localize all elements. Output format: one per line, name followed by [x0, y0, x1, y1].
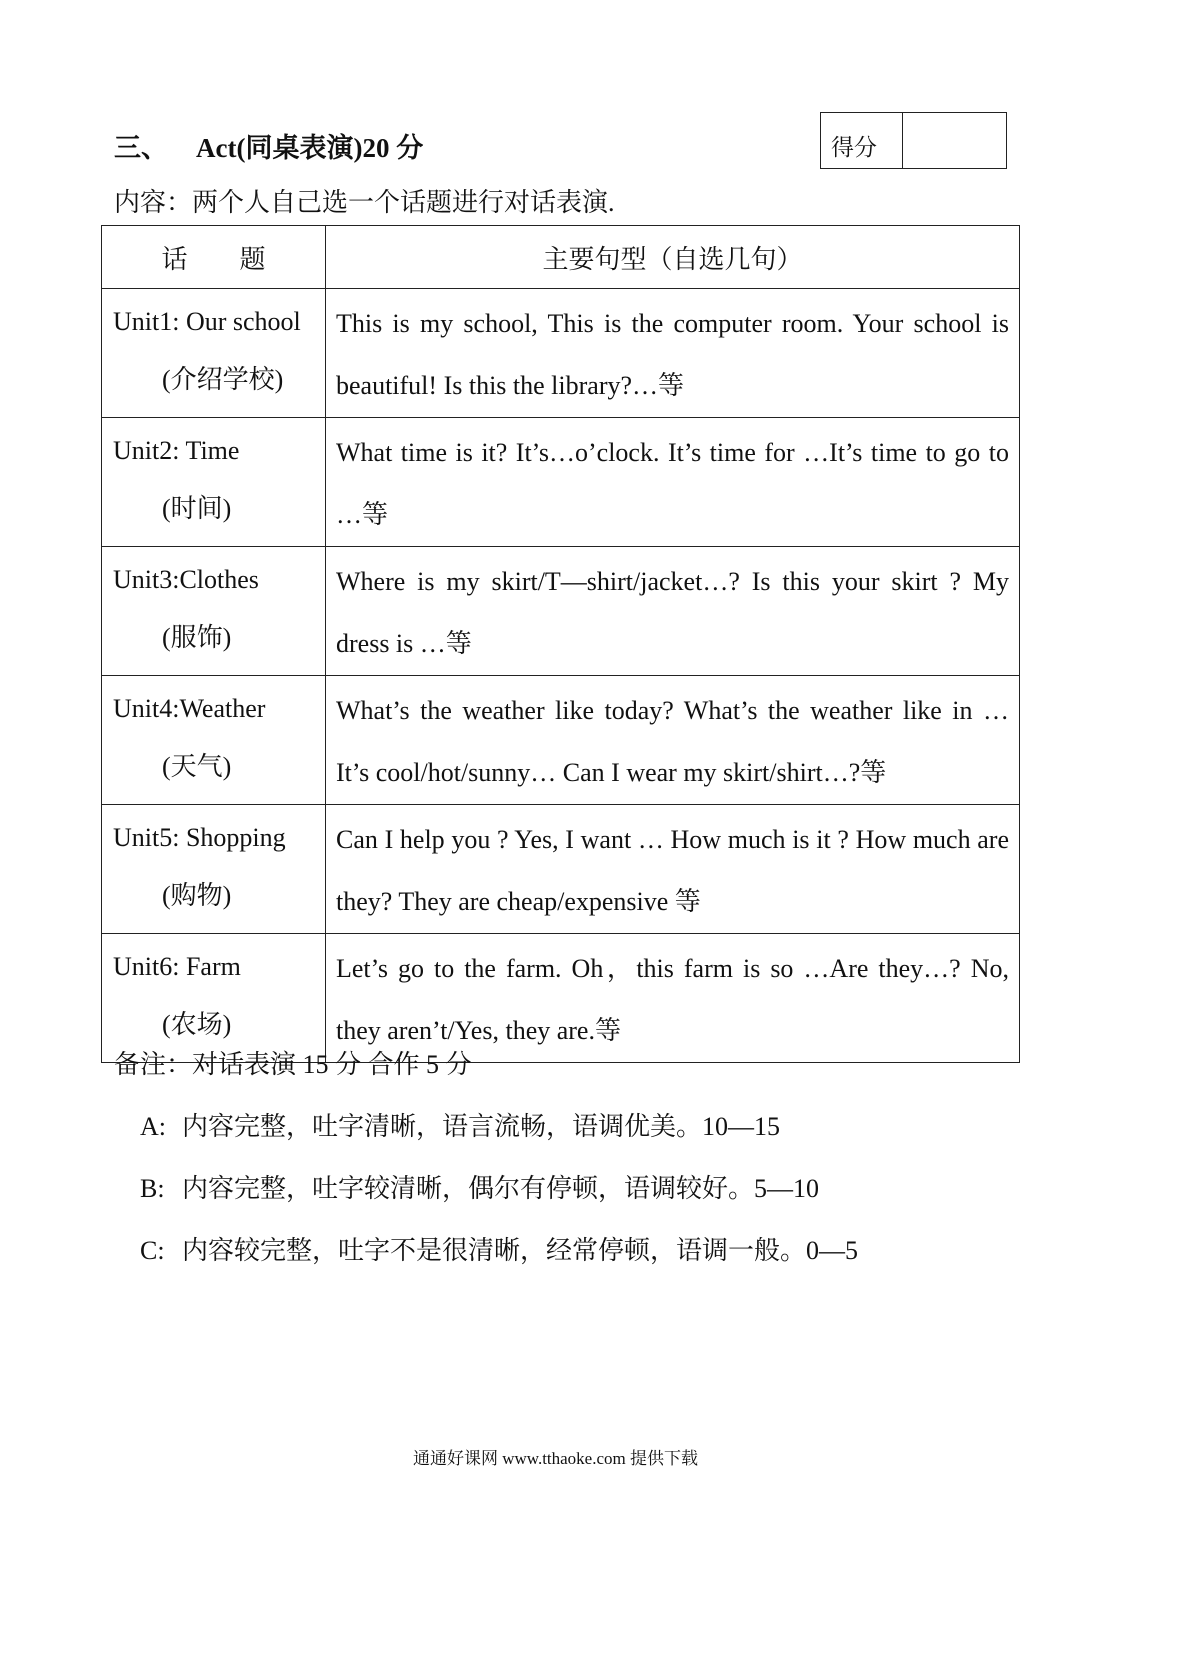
score-box [820, 112, 1007, 169]
unit-chinese-name: (时间) [162, 494, 232, 523]
grade-letter: A: [140, 1112, 166, 1141]
unit-cell [102, 676, 326, 805]
grade-letter: B: [140, 1174, 165, 1203]
section-number: 三、 [114, 133, 168, 163]
unit-chinese-name: (服饰) [162, 623, 232, 652]
unit-name: Unit3:Clothes [113, 565, 259, 594]
unit-chinese-name: (农场) [162, 1010, 232, 1039]
unit-cell [102, 547, 326, 676]
sentence-patterns: Where is my skirt/T—shirt/jacket…? Is this your skirt ? My dress is …等 [326, 547, 1020, 676]
unit-name: Unit6: Farm [113, 952, 241, 981]
unit-name: Unit5: Shopping [113, 823, 286, 852]
sentence-patterns: What time is it? It’s…o’clock. It’s time for …It’s time to go to …等 [326, 418, 1020, 547]
header-sentence-patterns: 主要句型（自选几句） [326, 226, 1020, 289]
table-row [102, 289, 1020, 418]
grade-letter: C: [140, 1236, 165, 1265]
unit-chinese-name: (天气) [162, 752, 232, 781]
footer-text: 通通好课网 www.tthaoke.com 提供下载 [412, 1449, 699, 1468]
sentence-patterns: Let’s go to the farm. Oh，this farm is so …Are they…? No, they aren’t/Yes, they are.等 [326, 934, 1020, 1063]
section-header [114, 126, 814, 170]
table-header-row [102, 226, 1020, 289]
notes-title: 备注：对话表演 15 分 合作 5 分 [114, 1050, 472, 1079]
grade-b [140, 1169, 819, 1209]
unit-cell [102, 289, 326, 418]
sentence-patterns: This is my school, This is the computer room. Your school is beautiful! Is this the library?…等 [326, 289, 1020, 418]
table-row [102, 805, 1020, 934]
table-row [102, 547, 1020, 676]
grade-description: 内容完整，吐字清晰，语言流畅，语调优美。10—15 [182, 1112, 781, 1141]
section-title: Act(同桌表演)20 分 [196, 133, 424, 163]
topics-table [101, 225, 1020, 1063]
grade-description: 内容完整，吐字较清晰，偶尔有停顿，语调较好。5—10 [182, 1174, 820, 1203]
table-row [102, 418, 1020, 547]
unit-cell [102, 934, 326, 1063]
table-row [102, 676, 1020, 805]
grade-a [140, 1107, 780, 1147]
grade-c [140, 1231, 858, 1271]
unit-chinese-name: (购物) [162, 881, 232, 910]
sentence-patterns: Can I help you ? Yes, I want … How much is it ? How much are they? They are cheap/expensive 等 [326, 805, 1020, 934]
header-topic: 话 题 [102, 226, 326, 289]
grade-description: 内容较完整，吐字不是很清晰，经常停顿，语调一般。0—5 [182, 1236, 859, 1265]
score-label: 得分 [821, 113, 903, 168]
unit-chinese-name: (介绍学校) [162, 365, 284, 394]
unit-name: Unit1: Our school [113, 307, 301, 336]
sentence-patterns: What’s the weather like today? What’s the weather like in … It’s cool/hot/sunny… Can I wear my skirt/shirt…?等 [326, 676, 1020, 805]
unit-cell [102, 805, 326, 934]
table-row [102, 934, 1020, 1063]
unit-name: Unit4:Weather [113, 694, 266, 723]
score-value-cell [903, 113, 1006, 168]
unit-name: Unit2: Time [113, 436, 240, 465]
unit-cell [102, 418, 326, 547]
intro-text: 内容：两个人自己选一个话题进行对话表演. [114, 188, 615, 217]
